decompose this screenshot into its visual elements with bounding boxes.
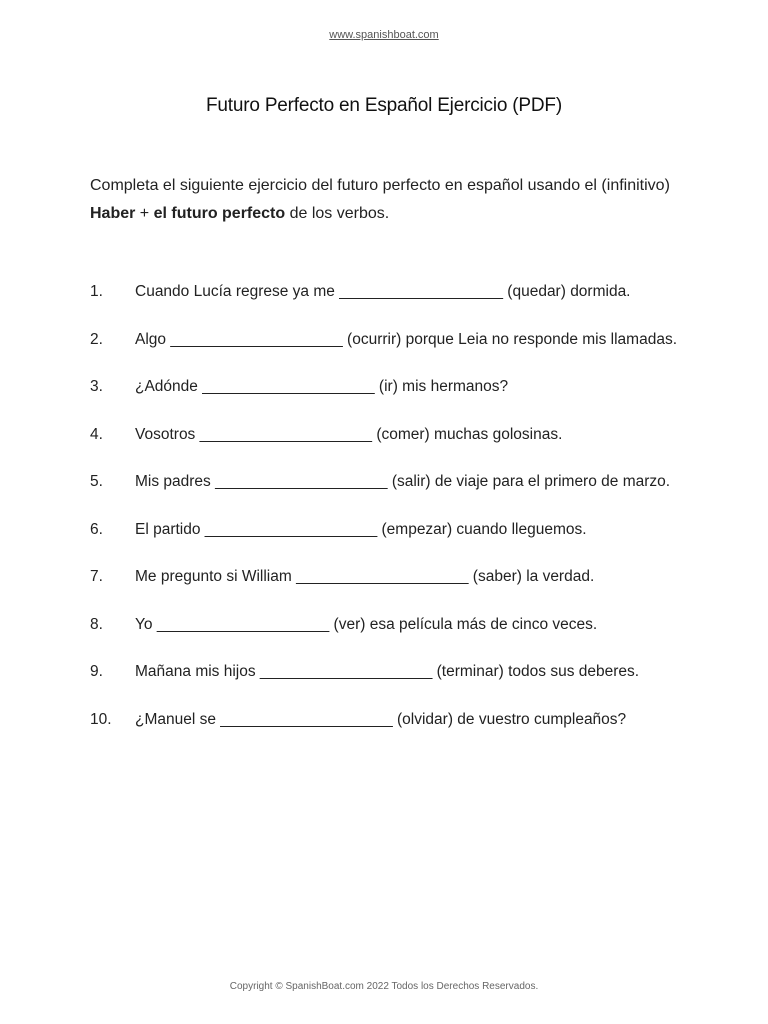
- exercise-sentence: Algo ____________________ (ocurrir) porque Leia no responde mis llamadas.: [135, 330, 678, 348]
- exercise-list: [90, 268, 690, 743]
- instructions-paragraph: [90, 172, 690, 228]
- exercise-item: [90, 696, 690, 744]
- copyright-footer: Copyright © SpanishBoat.com 2022 Todos los Derechos Reservados.: [229, 981, 539, 992]
- instructions-bold-futuro: el futuro perfecto: [153, 205, 286, 222]
- instructions-text-2: +: [135, 205, 154, 222]
- instructions-bold-haber: Haber: [90, 205, 136, 222]
- exercise-number: 2.: [90, 330, 103, 348]
- instructions-text-3: de los verbos.: [285, 205, 390, 222]
- exercise-number: 10.: [90, 710, 112, 728]
- exercise-item: [90, 553, 690, 601]
- exercise-sentence: Vosotros ____________________ (comer) muchas golosinas.: [135, 425, 563, 443]
- exercise-sentence: Mañana mis hijos ____________________ (terminar) todos sus deberes.: [135, 663, 640, 680]
- exercise-sentence: Yo ____________________ (ver) esa película más de cinco veces.: [135, 615, 598, 633]
- exercise-sentence: El partido ____________________ (empezar) cuando lleguemos.: [135, 520, 587, 538]
- exercise-item: [90, 601, 690, 649]
- exercise-sentence: ¿Manuel se ____________________ (olvidar) de vuestro cumpleaños?: [135, 710, 627, 728]
- exercise-number: 1.: [90, 283, 103, 300]
- exercise-number: 5.: [90, 473, 103, 490]
- site-link[interactable]: www.spanishboat.com: [329, 29, 439, 41]
- page-title: Futuro Perfecto en Español Ejercicio (PDF): [206, 95, 562, 116]
- exercise-sentence: Cuando Lucía regrese ya me ___________________ (quedar) dormida.: [135, 283, 631, 300]
- exercise-item: [90, 506, 690, 554]
- exercise-item: [90, 316, 690, 364]
- exercise-item: [90, 411, 690, 459]
- exercise-item: [90, 458, 690, 506]
- exercise-number: 9.: [90, 663, 103, 680]
- exercise-number: 3.: [90, 378, 103, 395]
- exercise-item: [90, 363, 690, 411]
- instructions-text-1: Completa el siguiente ejercicio del futuro perfecto en español usando el (infinitivo): [90, 177, 670, 194]
- exercise-sentence: Mis padres ____________________ (salir) de viaje para el primero de marzo.: [135, 473, 671, 490]
- exercise-sentence: ¿Adónde ____________________ (ir) mis hermanos?: [135, 378, 509, 395]
- exercise-item: [90, 648, 690, 696]
- exercise-number: 8.: [90, 615, 103, 633]
- exercise-number: 4.: [90, 425, 103, 443]
- exercise-item: [90, 268, 690, 316]
- exercise-sentence: Me pregunto si William ____________________ (saber) la verdad.: [135, 568, 595, 585]
- exercise-number: 6.: [90, 520, 103, 538]
- exercise-number: 7.: [90, 568, 103, 585]
